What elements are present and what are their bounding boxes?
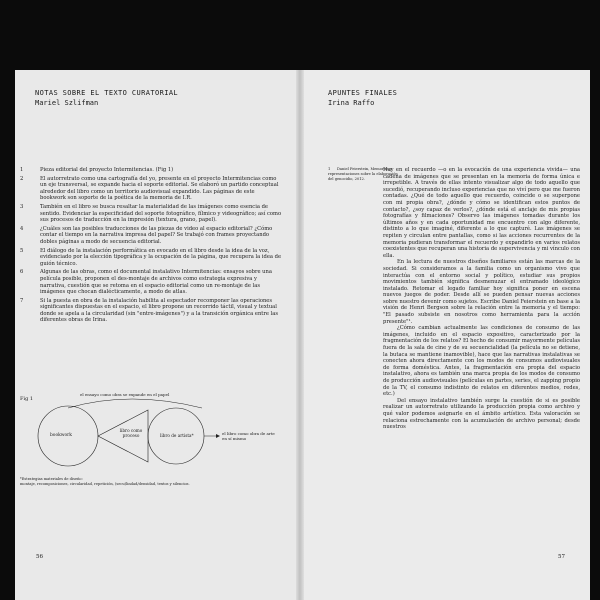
note-number: 5 xyxy=(20,247,24,254)
right-page-title: APUNTES FINALES xyxy=(328,89,398,97)
note-number: 2 xyxy=(20,175,24,182)
figure-caption xyxy=(20,477,282,487)
note-text: El autorretrato como una cartografía del yo, presente en el proyecto Intermitencias como un eje transversal, se expande hacia el soporte editorial. Se elaboró un partido conceptual alrededor del libro como un territorio audiovisual expandido. Las páginas de este bookwork son soporte de la poética de la memoria de I.R. xyxy=(40,175,279,202)
note-number: 7 xyxy=(20,297,24,304)
footnote-number: 1 xyxy=(328,167,331,171)
note-text: Si la puesta en obra de la instalación habilita al espectador recomponer las operaciones significantes dispuestas en el espacio, el libro propone un recorrido táctil, visual y textual donde se apela a la circularidad (sin "entre-imágenes") y a la transición orgánica entre las diferentes obras de Irina. xyxy=(40,297,278,324)
left-page-number: 56 xyxy=(36,554,43,560)
note-text: Pieza editorial del proyecto Intermitencias. (Fig 1) xyxy=(40,167,174,173)
essay-body xyxy=(383,167,580,431)
bookwork-label: bookwork xyxy=(50,433,72,438)
note-number: 4 xyxy=(20,225,24,232)
note-item xyxy=(20,269,282,295)
top-annotation: el ensayo como obra se expande en el papel xyxy=(80,392,170,397)
note-number: 3 xyxy=(20,203,24,210)
note-item xyxy=(20,248,282,268)
essay-paragraph: En la lectura de nuestros diseños familiares están las marcas de la sociedad. Si consideramos a la familia como un organismo vivo que interactúa con el entorno social y político, estudiar sus propios movimientos también significa desmenuzar el entramado ideológico instalado. Retomar el legado familiar hoy significa poner en escena nuevos juegos de poder. Desde allí se pueden pensar nuevas acciones sobre nuestro devenir como sujetos. Escribe Daniel Feierstein en base a la visión de Henri Bergson sobre la relación entre la memoria y el tiempo: "El pasado subsiste en nosotros como herramienta para la acción presente"¹. xyxy=(383,259,580,325)
note-item xyxy=(20,204,282,224)
footnote-text: Daniel Feierstein, Memorias y representaciones sobre la elaboración del genocidio, 2012. xyxy=(328,167,398,181)
process-label: libro como proceso xyxy=(119,428,143,438)
note-text: Algunas de las obras, como el documental instalativo Intermitencias: ensayos sobre una película posible, proponen el des-montaje de archivos como estrategia expresiva y narrativa, cuestión que se retoma en el espacio editorial como un re-montaje de las imágenes que chocan dialécticamente, a modo de atlas. xyxy=(40,269,272,296)
left-page xyxy=(15,70,300,600)
note-item xyxy=(20,226,282,246)
right-annotation: el libro como obra de arte en sí mismo xyxy=(222,431,275,441)
figure-label: Fig 1 xyxy=(20,396,34,402)
note-text: También en el libro se busca resaltar la materialidad de las imágenes como esencia de sentido. Evidenciar la especificidad del soporte fotográfico, fílmico y videográfico; así como sus procesos de traducción en la impresión (textura, grano, papel). xyxy=(40,203,282,224)
essay-paragraph: Del ensayo instalativo también surge la cuestión de si es posible realizar un autorretrato utilizando la producción propia como archivo y qué valor podemos asignarle en el ámbito artístico. Esta valoración se relaciona estrechamente con la acumulación de archivo personal; desde nuestros xyxy=(383,397,580,431)
note-item xyxy=(20,298,282,324)
note-item xyxy=(20,176,282,202)
expand-arc xyxy=(68,399,202,408)
note-item xyxy=(20,167,282,174)
curatorial-notes-list xyxy=(20,167,282,326)
note-text: El diálogo de la instalación performática en evocado en el libro desde la idea de la voz, evidenciado por la elección tipográfica y la ocupación de la página, que recupera la idea de guión técnico. xyxy=(40,247,282,267)
note-number: 1 xyxy=(20,167,24,173)
caption-text: montaje, recomposiciones, circularidad, repetición, (secu)lindad/densidad, textos y silencios. xyxy=(20,482,190,486)
essay-paragraph: ¿Cómo cambian actualmente las condiciones de consumo de las imágenes, incluido en el espacio expositivo, caracterizado por la fragmentación de los relatos? El hecho de consumir mayormente películas fuera de la sala de cine y de su secuencialidad (la película no se detiene, la butaca se mantiene inamovible), hace que las narrativas instalativas se conecten ahora directamente con los modos de consumos audiovisuales de forma doméstica. Antes, la fragmentación era propia del espacio instalativo, ahora es también una marca propia de los modos de consumo de producción audiovisuales (películas en partes, series, el zapping propio de la TV, el consumo indistinto de relatos en diferentes medios, redes, etc.) xyxy=(383,325,580,398)
left-page-title: NOTAS SOBRE EL TEXTO CURATORIAL xyxy=(35,89,179,97)
note-text: ¿Cuáles son las posibles traducciones de las piezas de video al espacio editorial? ¿Cómo contar el tiempo en la narrativa impresa del papel? Se trabajó con frames proyectando dobles páginas a modo de secuencia editorial. xyxy=(40,225,273,245)
essay-paragraph: Hay en el recuerdo —o en la evocación de una experiencia vivida— una cadena de imágenes que se presentan en la memoria de forma única e irrepetible. A través de ellas intento visualizar algo de todo aquello que sucedió, recuperando incluso experiencias que no viví pero que me fueron contadas. ¿Qué de todo aquello que recuerdo, coincide o se superpone con mi propia obra?, ¿dónde y cómo se identifican estos puntos de contacto?, ¿soy capaz de verlos?, ¿dónde está el anclaje de mis propias fotografías y filmaciones? Observo las imágenes tomadas durante los últimos años y en cada oportunidad me encuentro con algo diferente, distinto a lo que imaginé, diferente a lo que capturé. Las imágenes se repiten y circulan entre pantallas, como si las acciones recurrentes de la memoria pudieran transformar el recuerdo y expandirlo en varios relatos coexistentes que recuperan una historia de supervivencia y mi vínculo con ella. xyxy=(383,167,580,259)
figure-1 xyxy=(20,388,282,488)
right-page-author: Irina Raffo xyxy=(328,99,375,107)
note-number: 6 xyxy=(20,269,24,276)
caption-title: *Estrategias materiales de diseño: xyxy=(20,477,83,481)
artist-book-label: libro de artista* xyxy=(160,433,194,438)
arrow-head-icon xyxy=(216,434,220,438)
left-page-author: Mariel Szlifman xyxy=(35,99,99,107)
book-spine xyxy=(296,70,304,600)
right-page-number: 57 xyxy=(558,554,565,560)
